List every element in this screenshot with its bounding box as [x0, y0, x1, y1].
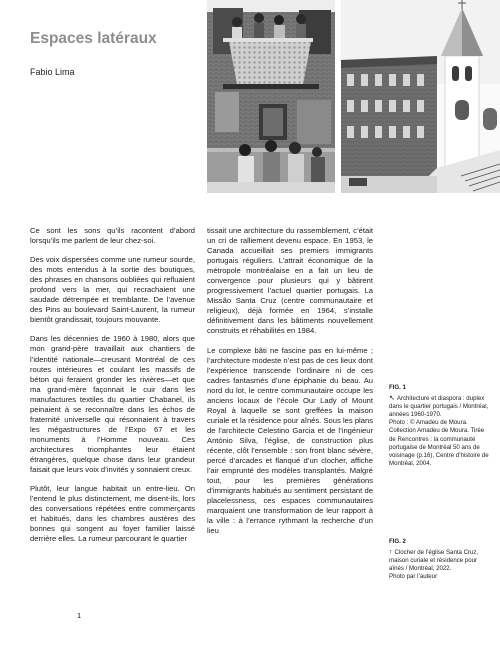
figure-label: FIG. 1: [389, 384, 406, 391]
caption-credit: Photo par l’auteur: [389, 573, 438, 581]
caption-text: ↑ Clocher de l’église Santa Cruz, maison curiale et résidence pour aînés / Montréal, 2022.: [389, 549, 479, 573]
photo-santa-cruz-bell-tower: [341, 0, 500, 193]
paragraph: Le complexe bâti ne fascine pas en lui-même ; l’architecture modeste n’est pas de ces lieux dont l’expérience transcende l’ordinaire ni de ces cadres fantasmés d’une épiphanie du beau. Au nord du lot, le centre communautaire occupe les anciens locaux de l’école Our Lady of Mount Royal à laquelle se sont greffées la maison curiale et la résidence pour aînés. Sous les plans de l’architecte Celestino Garcia et de l’ingénieur António Silva, l’église, de construction plus récente, clôt l’ensemble : son front blanc sévère, percé d’arcades et flanqué d’un clocher, affiche l’air emprunté des modèles transplantés. Malgré tout, pour les premières générations d’immigrants habitués au sentiment persistant de placelessness, ces espaces communautaires marquaient une transformation de leur rapport à la ville : à l’errance rythmant la recherche d’un lieu: [207, 345, 373, 536]
photo-duplex-1960s: [207, 0, 335, 193]
arrow-up-icon: ↑: [389, 549, 393, 557]
caption-credit: Photo : © Amadeu de Moura. Collection Amadeu de Moura. Tirée de Rencontres : la communauté portugaise de Montréal 50 ans de voisinage (p.16), Centre d’histoire de Montréal, 2004.: [389, 419, 489, 467]
page-number: 1: [77, 611, 82, 620]
figure-1-caption: [389, 384, 489, 468]
article-title: Espaces latéraux: [30, 30, 157, 47]
text-column-left: [30, 226, 195, 553]
paragraph: Dans les décennies de 1960 à 1980, alors que mon grand-père travaillait aux chantiers de l’identité nationale—creusant Montréal de ces routes intérieures et coulant les massifs de béton qui feraient gronder les rivières—et que ma grand-mère façonnait le cuir dans les manufactures textiles du quartier Chabanel, ils peinaient à se reconnaître dans les échos de fraternité universelle qui résonnaient à travers les mégastructures de l’Expo 67 et les monuments à l’Homme nouveau. Ces architectures triomphantes leur étaient étrangères, quelque chose dans leur grandeur faisait que leurs voix d’invités y sonnaient creux.: [30, 334, 195, 475]
figure-2-caption: [389, 538, 489, 581]
paragraph: tissait une architecture du rassemblement, c’était un cri de ralliement devenu espace. En 1953, le Canada accueillait ses premiers immigrants portugais réguliers. L’attrait économique de la métropole montréalaise en a fait un lieu de convergence pour plusieurs qui y bâtirent progressivement l’actuel quartier portugais. La Missão Santa Cruz (centre communautaire et religieux), déjà formée en 1964, s’installe définitivement dans les bâtiments nouvellement construits et réhabilités en 1984.: [207, 226, 373, 336]
paragraph: Plutôt, leur langue habitait un entre-lieu. On l’entend le plus distinctement, me disent-ils, lors des conversations répétées entre commerçants et habitués, dans les chambres austères des bonnes qui songent au foyer familier laissé derrière elles. La rumeur parcourant le quartier: [30, 484, 195, 544]
paragraph: Des voix dispersées comme une rumeur sourde, des mots entendus à la sortie des boutiques, des phrases en chansons oubliées qui refluaient profond vers la mer, qui recrachaient une saudade détrempée et tremblante. De l’avenue des Pins au boulevard Saint-Laurent, la rumeur bientôt grandissait, toujours mouvante.: [30, 255, 195, 325]
paragraph: Ce sont les sons qu’ils racontent d’abord lorsqu’ils me parlent de leur chez-soi.: [30, 226, 195, 246]
article-author: Fabio Lima: [30, 67, 75, 77]
caption-text: ↖ Architecture et diaspora : duplex dans le quartier portugais / Montréal, années 1960-1970.: [389, 395, 489, 419]
arrow-up-left-icon: ↖: [389, 395, 395, 403]
text-column-middle: [207, 226, 373, 545]
figure-label: FIG. 2: [389, 538, 406, 545]
